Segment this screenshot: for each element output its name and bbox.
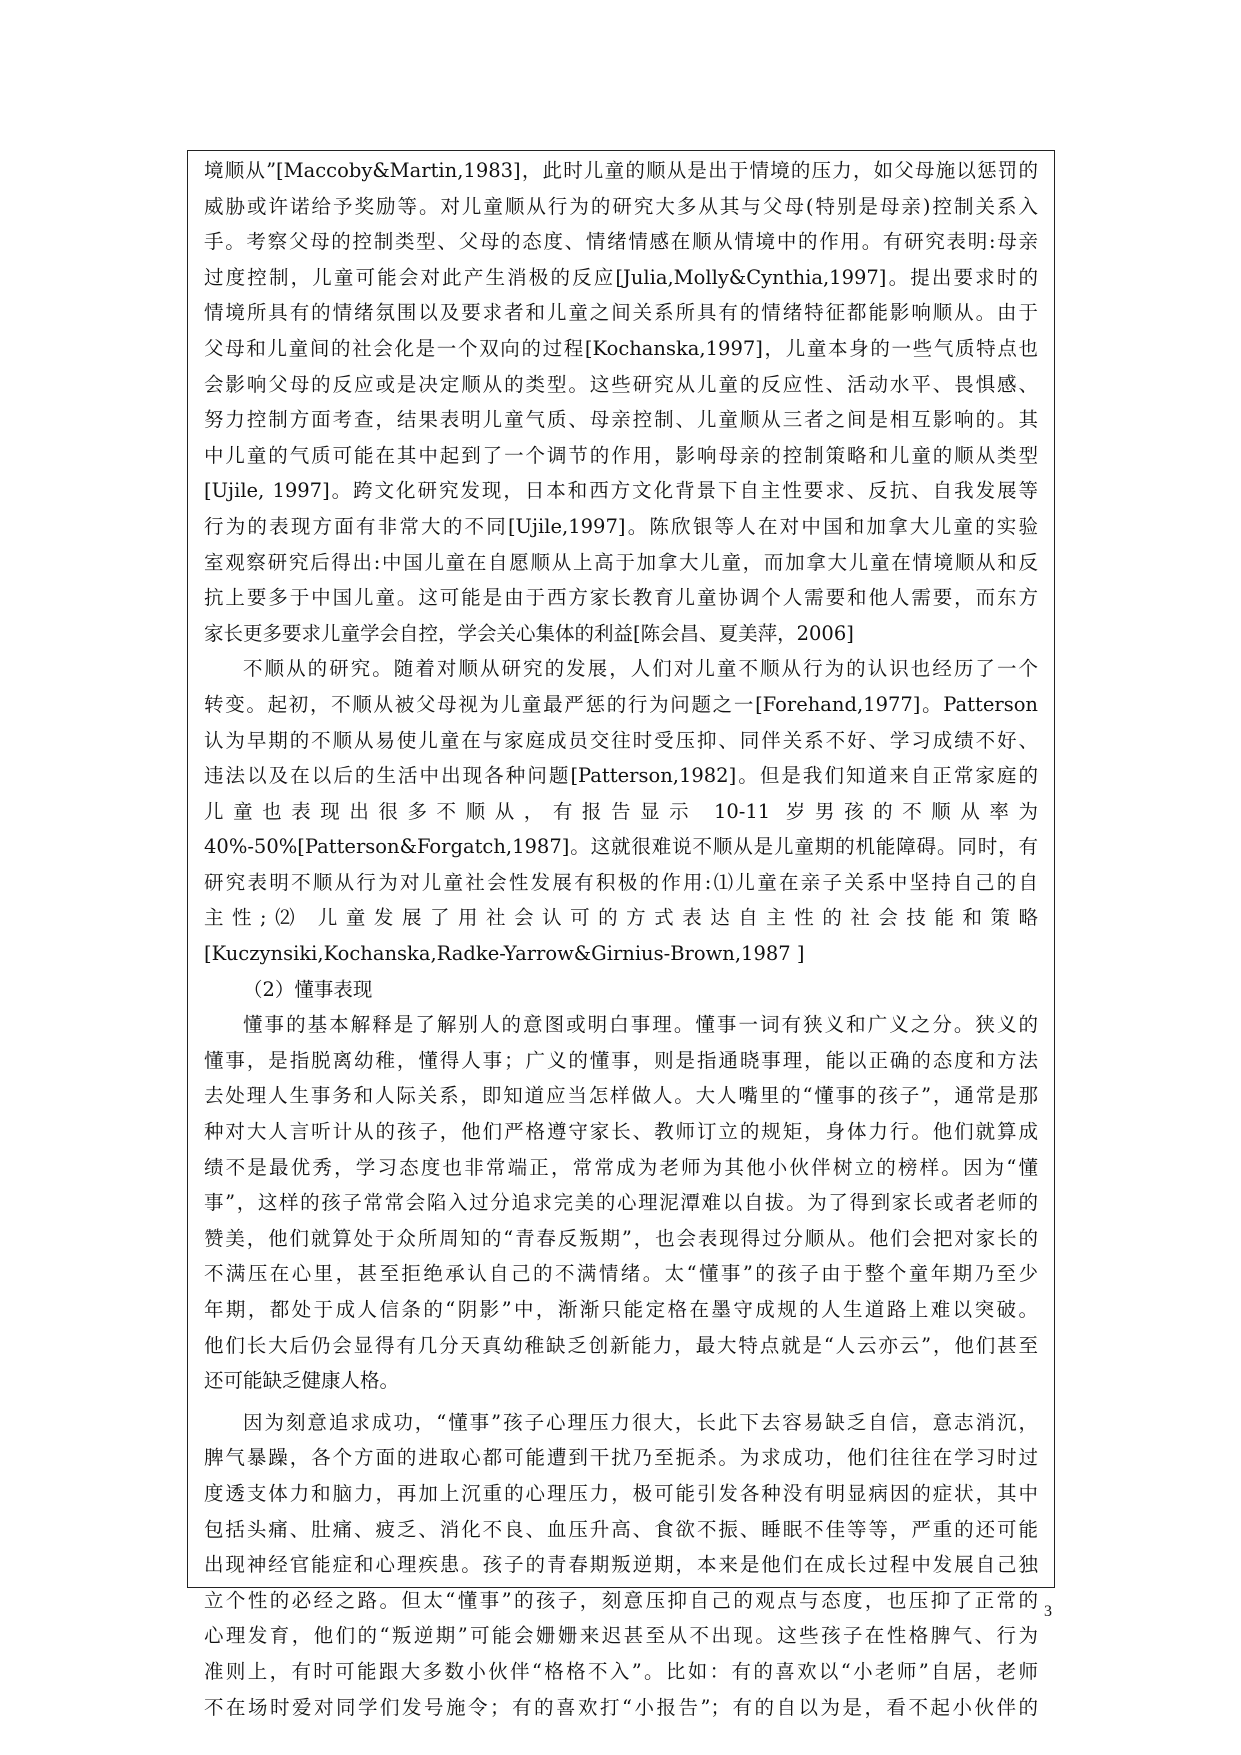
paragraph-first-line: 懂事的基本解释是了解别人的意图或明白事理。懂事一词有狭义和广义之分。狭义的 <box>243 1013 1038 1037</box>
text-line: 立个性的必经之路。但太“懂事”的孩子，刻意压抑自己的观点与态度，也压抑了正常的 <box>204 1588 1038 1612</box>
text-line: 年期，都处于成人信条的“阴影”中，渐渐只能定格在墨守成规的人生道路上难以突破。 <box>204 1298 1038 1321</box>
text-line: 室观察研究后得出:中国儿童在自愿顺从上高于加拿大儿童，而加拿大儿童在情境顺从和反 <box>204 550 1038 574</box>
text-line: 去处理人生事务和人际关系，即知道应当怎样做人。大人嘴里的“懂事的孩子”，通常是那 <box>204 1084 1038 1108</box>
text-line: 会影响父母的反应或是决定顺从的类型。这些研究从儿童的反应性、活动水平、畏惧感、 <box>204 372 1038 396</box>
text-line: 脾气暴躁，各个方面的进取心都可能遭到干扰乃至扼杀。为求成功，他们往往在学习时过 <box>204 1446 1038 1470</box>
text-line: 努力控制方面考查，结果表明儿童气质、母亲控制、儿童顺从三者之间是相互影响的。其 <box>204 408 1038 432</box>
text-line: 准则上，有时可能跟大多数小伙伴“格格不入”。比如：有的喜欢以“小老师”自居，老师 <box>204 1659 1038 1683</box>
text-line: 主性;⑵ 儿童发展了用社会认可的方式表达自主性的社会技能和策略 <box>204 906 1038 930</box>
text-line: 威胁或许诺给予奖励等。对儿童顺从行为的研究大多从其与父母(特别是母亲)控制关系入 <box>204 194 1038 218</box>
text-line: 度透支体力和脑力，再加上沉重的心理压力，极可能引发各种没有明显病因的症状，其中 <box>204 1481 1038 1505</box>
text-line: 赞美，他们就算处于众所周知的“青春反叛期”，也会表现得过分顺从。他们会把对家长的 <box>204 1226 1038 1250</box>
text-line: 种对大人言听计从的孩子，他们严格遵守家长、教师订立的规矩，身体力行。他们就算成 <box>204 1120 1038 1144</box>
text-line: 情境所具有的情绪氛围以及要求者和儿童之间关系所具有的情绪特征都能影响顺从。由于 <box>204 301 1038 325</box>
text-line: 出现神经官能症和心理疾患。孩子的青春期叛逆期，本来是他们在成长过程中发展自己独 <box>204 1553 1038 1577</box>
text-line: 包括头痛、肚痛、疲乏、消化不良、血压升高、食欲不振、睡眠不佳等等，严重的还可能 <box>204 1517 1038 1541</box>
page-number: 3 <box>1044 1603 1052 1620</box>
paragraph-first-line: 因为刻意追求成功，“懂事”孩子心理压力很大，长此下去容易缺乏自信，意志消沉， <box>243 1410 1038 1434</box>
paragraph-first-line: 不顺从的研究。随着对顺从研究的发展，人们对儿童不顺从行为的认识也经历了一个 <box>243 657 1038 681</box>
text-line: 他们长大后仍会显得有几分天真幼稚缺乏创新能力，最大特点就是“人云亦云”，他们甚至 <box>204 1333 1038 1357</box>
text-line: 40%-50%[Patterson&Forgatch,1987]。这就很难说不顺从是儿童期的机能障碍。同时，有 <box>204 835 1038 859</box>
text-line: 违法以及在以后的生活中出现各种问题[Patterson,1982]。但是我们知道来自正常家庭的 <box>204 764 1038 788</box>
text-line: 行为的表现方面有非常大的不同[Ujile,1997]。陈欣银等人在对中国和加拿大儿童的实验 <box>204 514 1038 538</box>
text-line: 研究表明不顺从行为对儿童社会性发展有积极的作用:⑴儿童在亲子关系中坚持自己的自 <box>204 870 1038 894</box>
text-line: 心理发育，他们的“叛逆期”可能会姗姗来迟甚至从不出现。这些孩子在性格脾气、行为 <box>204 1624 1038 1648</box>
text-line: 事”，这样的孩子常常会陷入过分追求完美的心理泥潭难以自拔。为了得到家长或者老师的 <box>204 1191 1038 1215</box>
text-line: 过度控制，儿童可能会对此产生消极的反应[Julia,Molly&Cynthia,1997]。提出要求时的 <box>204 265 1038 289</box>
text-line: 不满压在心里，甚至拒绝承认自己的不满情绪。太“懂事”的孩子由于整个童年期乃至少 <box>204 1262 1038 1286</box>
section-heading: （2）懂事表现 <box>243 977 373 1001</box>
text-line: 中儿童的气质可能在其中起到了一个调节的作用，影响母亲的控制策略和儿童的顺从类型 <box>204 443 1038 467</box>
text-line: 懂事，是指脱离幼稚，懂得人事；广义的懂事，则是指通晓事理，能以正确的态度和方法 <box>204 1048 1038 1072</box>
text-line: 抗上要多于中国儿童。这可能是由于西方家长教育儿童协调个人需要和他人需要，而东方 <box>204 586 1038 610</box>
text-line: [Kuczynsiki,Kochanska,Radke-Yarrow&Girnius-Brown,1987 ] <box>204 942 805 966</box>
text-line: [Ujile, 1997]。跨文化研究发现，日本和西方文化背景下自主性要求、反抗、自我发展等 <box>204 479 1038 503</box>
text-line: 认为早期的不顺从易使儿童在与家庭成员交往时受压抑、同伴关系不好、学习成绩不好、 <box>204 728 1038 752</box>
document-text-frame <box>187 150 1055 1719</box>
text-line: 儿童也表现出很多不顺从，有报告显示 10-11 岁男孩的不顺从率为 <box>204 799 1038 823</box>
text-line: 绩不是最优秀，学习态度也非常端正，常常成为老师为其他小伙伴树立的榜样。因为“懂 <box>204 1155 1038 1179</box>
text-line: 手。考察父母的控制类型、父母的态度、情绪情感在顺从情境中的作用。有研究表明:母亲 <box>204 230 1038 254</box>
text-line: 家长更多要求儿童学会自控，学会关心集体的利益[陈会昌、夏美萍，2006] <box>204 621 854 645</box>
text-line: 境顺从”[Maccoby&Martin,1983]，此时儿童的顺从是出于情境的压力，如父母施以惩罚的 <box>204 159 1038 182</box>
text-line: 还可能缺乏健康人格。 <box>204 1369 400 1393</box>
text-line: 父母和儿童间的社会化是一个双向的过程[Kochanska,1997]，儿童本身的一些气质特点也 <box>204 336 1038 360</box>
text-line: 不在场时爱对同学们发号施令；有的喜欢打“小报告”；有的自以为是，看不起小伙伴的 <box>204 1695 1038 1719</box>
text-line: 转变。起初，不顺从被父母视为儿童最严惩的行为问题之一[Forehand,1977]。Patterson <box>204 692 1038 716</box>
